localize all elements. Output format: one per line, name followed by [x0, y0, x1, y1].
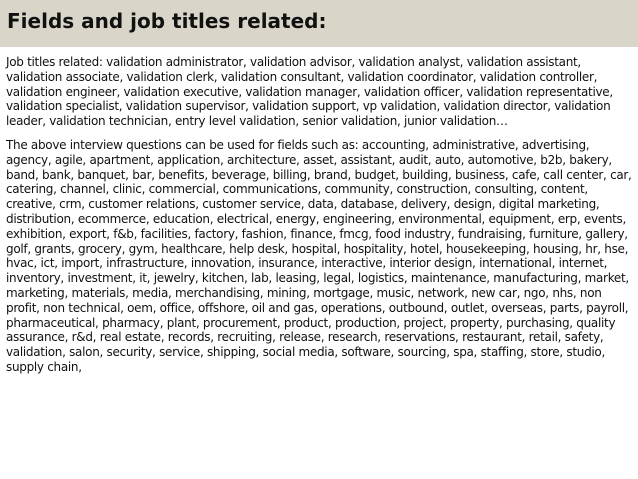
- title-bar: [0, 0, 638, 47]
- job-titles-paragraph: Job titles related: validation administrator, validation advisor, validation analyst, validation assistant, validation associate, validation clerk, validation consultant, validation coordinator, validation controller, validation engineer, validation executive, validation manager, validation officer, validation representative, validation specialist, validation supervisor, validation support, vp validation, validation director, validation leader, validation technician, entry level validation, senior validation, junior validation…: [6, 55, 613, 129]
- fields-paragraph: The above interview questions can be used for fields such as: accounting, administrative, advertising, agency, agile, apartment, application, architecture, asset, assistant, audit, auto, automotive, b2b, bakery, band, bank, banquet, bar, benefits, beverage, billing, brand, budget, building, business, cafe, call center, car, catering, channel, clinic, commercial, communications, community, construction, consulting, content, creative, crm, customer relations, customer service, data, database, delivery, design, digital marketing, distribution, ecommerce, education, electrical, energy, engineering, environmental, equipment, erp, events, exhibition, export, f&b, facilities, factory, fashion, finance, fmcg, food industry, fundraising, furniture, gallery, golf, grants, grocery, gym, healthcare, help desk, hospital, hospitality, hotel, housekeeping, housing, hr, hse, hvac, ict, import, infrastructure, innovation, insurance, interactive, interior design, international, internet, inventory, investment, it, jewelry, kitchen, lab, leasing, legal, logistics, maintenance, manufacturing, market, marketing, materials, media, merchandising, mining, mortgage, music, network, new car, ngo, nhs, non profit, non technical, oem, office, offshore, oil and gas, operations, outbound, outlet, overseas, parts, payroll, pharmaceutical, pharmacy, plant, procurement, product, production, project, property, purchasing, quality assurance, r&d, real estate, records, recruiting, release, research, reservations, restaurant, retail, safety, validation, salon, security, service, shipping, social media, software, sourcing, spa, staffing, store, studio, supply chain,: [6, 137, 632, 374]
- slide-title: Fields and job titles related:: [7, 9, 327, 33]
- slide-body: [6, 55, 634, 375]
